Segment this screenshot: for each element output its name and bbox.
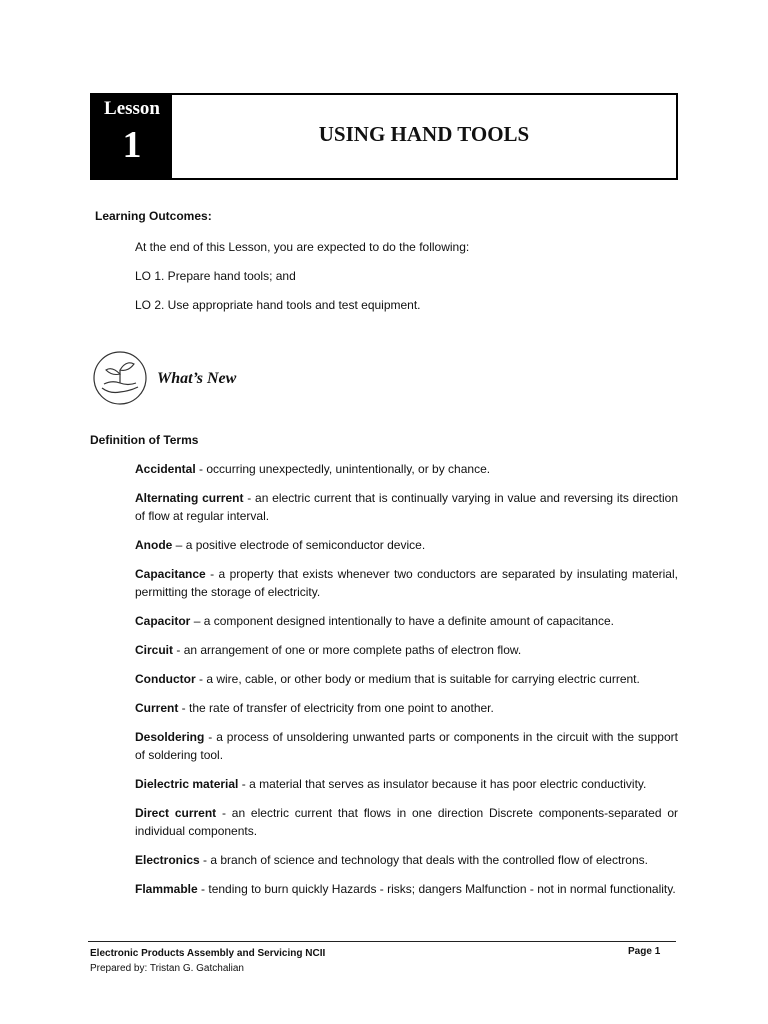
term-name: Accidental — [135, 462, 196, 476]
learning-outcomes-intro: At the end of this Lesson, you are expected to do the following: — [135, 240, 470, 254]
term-definition: an arrangement of one or more complete paths of electron flow. — [183, 643, 522, 657]
term-entry — [135, 612, 678, 630]
term-separator: – — [172, 538, 186, 552]
term-name: Conductor — [135, 672, 196, 686]
term-separator: - — [178, 701, 190, 715]
terms-list — [135, 460, 678, 909]
term-name: Dielectric material — [135, 777, 239, 791]
term-entry — [135, 804, 678, 840]
term-entry — [135, 851, 678, 869]
lesson-label: Lesson — [104, 98, 160, 119]
term-entry — [135, 775, 678, 793]
footer-divider — [88, 941, 676, 942]
term-name: Capacitance — [135, 567, 206, 581]
term-entry — [135, 880, 678, 898]
term-definition: occurring unexpectedly, unintentionally, or by chance. — [206, 462, 491, 476]
term-definition: a component designed intentionally to have a definite amount of capacitance. — [203, 614, 614, 628]
term-name: Direct current — [135, 806, 217, 820]
term-definition: an electric current that is continually varying in value and reversing its direction of flow at regular interval. — [135, 491, 678, 523]
term-name: Current — [135, 701, 179, 715]
term-entry — [135, 728, 678, 764]
term-entry — [135, 565, 678, 601]
term-definition: the rate of transfer of electricity from one point to another. — [189, 701, 494, 715]
learning-outcomes-heading: Learning Outcomes: — [95, 209, 212, 223]
term-definition: a wire, cable, or other body or medium that is suitable for carrying electric current. — [206, 672, 640, 686]
term-name: Anode — [135, 538, 173, 552]
term-entry — [135, 536, 678, 554]
footer-page — [628, 946, 660, 957]
term-separator: – — [190, 614, 204, 628]
term-definition: a material that serves as insulator because it has poor electric conductivity. — [249, 777, 647, 791]
term-separator: - — [216, 806, 232, 820]
term-separator: - — [238, 777, 250, 791]
term-name: Desoldering — [135, 730, 205, 744]
page-label: Page — [628, 946, 652, 957]
term-name: Electronics — [135, 853, 200, 867]
footer-course: Electronic Products Assembly and Servicing NCII — [90, 948, 326, 959]
lesson-header — [90, 93, 678, 180]
term-entry — [135, 699, 678, 717]
term-definition: a positive electrode of semiconductor device. — [185, 538, 426, 552]
definition-of-terms-heading: Definition of Terms — [90, 433, 199, 447]
learning-outcome-item: LO 1. Prepare hand tools; and — [135, 269, 296, 283]
term-separator: - — [205, 567, 219, 581]
term-separator: - — [243, 491, 256, 505]
term-entry — [135, 670, 678, 688]
term-entry — [135, 460, 678, 478]
term-definition: a property that exists whenever two conductors are separated by insulating material, permitting the storage of electricity. — [135, 567, 678, 599]
footer-prepared-by: Prepared by: Tristan G. Gatchalian — [90, 963, 244, 974]
term-separator: - — [197, 882, 209, 896]
term-separator: - — [195, 672, 207, 686]
term-entry — [135, 489, 678, 525]
term-name: Capacitor — [135, 614, 191, 628]
term-definition: a branch of science and technology that deals with the controlled flow of electrons. — [210, 853, 648, 867]
whats-new-label: What’s New — [157, 370, 237, 387]
term-definition: tending to burn quickly Hazards - risks; dangers Malfunction - not in normal functionality. — [208, 882, 676, 896]
term-separator: - — [204, 730, 217, 744]
term-entry — [135, 641, 678, 659]
term-separator: - — [173, 643, 184, 657]
lesson-title: USING HAND TOOLS — [318, 122, 530, 146]
hands-with-plant-icon — [92, 350, 148, 406]
term-separator: - — [199, 853, 211, 867]
term-name: Circuit — [135, 643, 174, 657]
page-number: 1 — [654, 946, 661, 957]
term-name: Alternating current — [135, 491, 244, 505]
term-definition: an electric current that flows in one direction Discrete components-separated or individual components. — [135, 806, 678, 838]
term-separator: - — [195, 462, 207, 476]
footer-left — [90, 946, 325, 976]
lesson-badge — [92, 95, 172, 178]
learning-outcome-item: LO 2. Use appropriate hand tools and test equipment. — [135, 298, 421, 312]
term-name: Flammable — [135, 882, 198, 896]
term-definition: a process of unsoldering unwanted parts or components in the circuit with the support of soldering tool. — [135, 730, 678, 762]
lesson-number: 1 — [122, 124, 142, 166]
